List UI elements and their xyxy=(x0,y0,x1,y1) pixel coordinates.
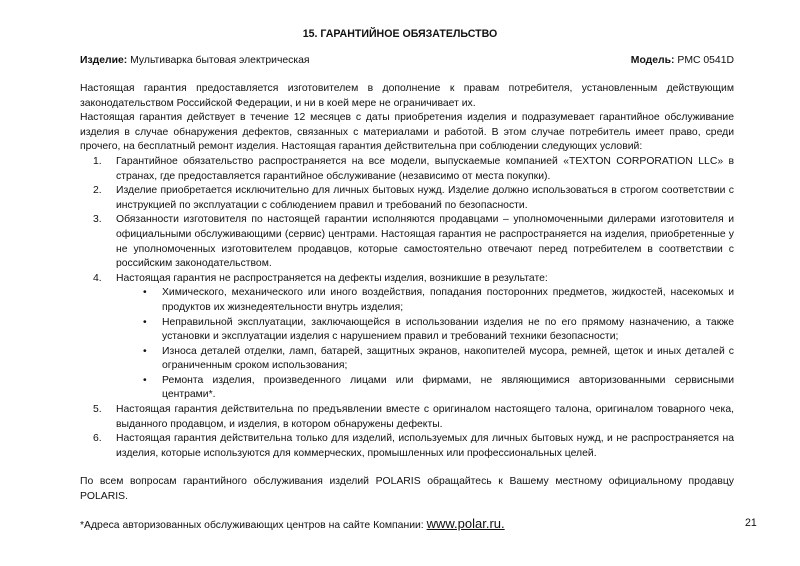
item-number: 2. xyxy=(93,185,102,197)
bullet-icon: • xyxy=(143,345,147,357)
sub-item-text: Химического, механического или иного воздействия, попадания посторонних предметов, жидкостей, насекомых и продуктов их жизнедеятельности внутрь изделия; xyxy=(162,287,734,313)
bullet-icon: • xyxy=(143,374,147,386)
item-text: Настоящая гарантия действительна только для изделий, используемых для личных бытовых нужд, и не распространяется на изделия, которые используются для коммерческих, промышленных или профессиональных целей. xyxy=(116,433,734,459)
sub-item-text: Ремонта изделия, произведенного лицами или фирмами, не являющимися авторизованными сервисными центрами*. xyxy=(162,374,734,401)
product-value: Мультиварка бытовая электрическая xyxy=(130,55,310,66)
service-note xyxy=(80,517,734,534)
footer-note: По всем вопросам гарантийного обслуживания изделий POLARIS обращайтесь к Вашему местному официальному продавцу POLARIS. xyxy=(80,476,734,503)
item-number: 4. xyxy=(93,272,102,284)
list-item xyxy=(80,432,734,461)
item-number: 1. xyxy=(93,155,102,167)
product-label: Изделие: xyxy=(80,55,128,66)
list-item xyxy=(80,403,734,432)
item-text: Настоящая гарантия не распространяется на дефекты изделия, возникшие в результате: xyxy=(116,272,548,284)
website-link[interactable]: www.polar.ru. xyxy=(426,515,505,531)
page-number: 21 xyxy=(745,517,757,529)
list-item xyxy=(80,272,734,403)
item-text: Обязанности изготовителя по настоящей гарантии исполняются продавцами – уполномоченными дилерами изготовителя и официальными обслуживающими (сервис) центрами. Настоящая гарантия не распространяется на изделия, приобретенные у не уполномоченных изготовителем продавцов, которые самостоятельно отвечают перед потребителем в соответствии с российским законодательством. xyxy=(116,214,734,270)
sub-list-item xyxy=(116,286,734,315)
spacer xyxy=(80,505,734,517)
product-meta xyxy=(80,54,734,69)
model-info xyxy=(631,54,734,69)
item-number: 3. xyxy=(93,214,102,226)
item-text: Изделие приобретается исключительно для личных бытовых нужд. Изделие должно использоваться в строгом соответствии с инструкцией по эксплуатации с соблюдением правил и требований по безопасности. xyxy=(116,185,734,211)
conditions-list xyxy=(80,155,734,461)
model-label: Модель: xyxy=(630,55,675,66)
warranty-body xyxy=(80,82,734,533)
intro-paragraph-1: Настоящая гарантия предоставляется изготовителем в дополнение к правам потребителя, установленным действующим законодательством Российской Федерации, и ни в коей мере не ограничивает их. xyxy=(80,83,734,109)
sub-list-item xyxy=(116,345,734,374)
list-item xyxy=(80,213,734,271)
sub-list-item xyxy=(116,374,734,403)
model-value: PMC 0541D xyxy=(677,55,734,66)
intro-paragraph-2: Настоящая гарантия действует в течение 12 месяцев с даты приобретения изделия и подразумевает гарантийное обслуживание изделия в случае обнаружения дефектов, связанных с материалами и работой. В этом случае потребитель имеет право, среди прочего, на бесплатный ремонт изделия. Настоящая гарантия действительна при соблюдении следующих условий: xyxy=(80,112,734,153)
sub-list-item xyxy=(116,316,734,345)
sub-item-text: Неправильной эксплуатации, заключающейся в использовании изделия не по его прямому назначению, а также установки и эксплуатации изделия с нарушением правил и требований техники безопасности; xyxy=(162,316,734,343)
page-title: 15. ГАРАНТИЙНОЕ ОБЯЗАТЕЛЬСТВО xyxy=(302,28,498,40)
item-number: 5. xyxy=(93,404,102,416)
sub-item-text: Износа деталей отделки, ламп, батарей, защитных экранов, накопителей мусора, ремней, щеток и иных деталей с ограниченным сроком использования; xyxy=(162,345,734,372)
item-number: 6. xyxy=(93,433,102,445)
bullet-icon: • xyxy=(143,287,147,299)
exclusions-list xyxy=(116,286,734,403)
item-text: Настоящая гарантия действительна по предъявлении вместе с оригиналом настоящего талона, оригиналом товарного чека, выданного продавцом, и изделия, в котором обнаружены дефекты. xyxy=(116,404,734,430)
item-text: Гарантийное обязательство распространяется на все модели, выпускаемые компанией «TEXTON CORPORATION LLC» в странах, где предоставляется гарантийное обслуживание (независимо от места покупки). xyxy=(116,155,734,182)
list-item xyxy=(80,184,734,213)
list-item xyxy=(80,155,734,184)
spacer xyxy=(80,461,734,475)
bullet-icon: • xyxy=(143,316,147,328)
service-note-text: *Адреса авторизованных обслуживающих центров на сайте Компании: xyxy=(80,519,427,531)
